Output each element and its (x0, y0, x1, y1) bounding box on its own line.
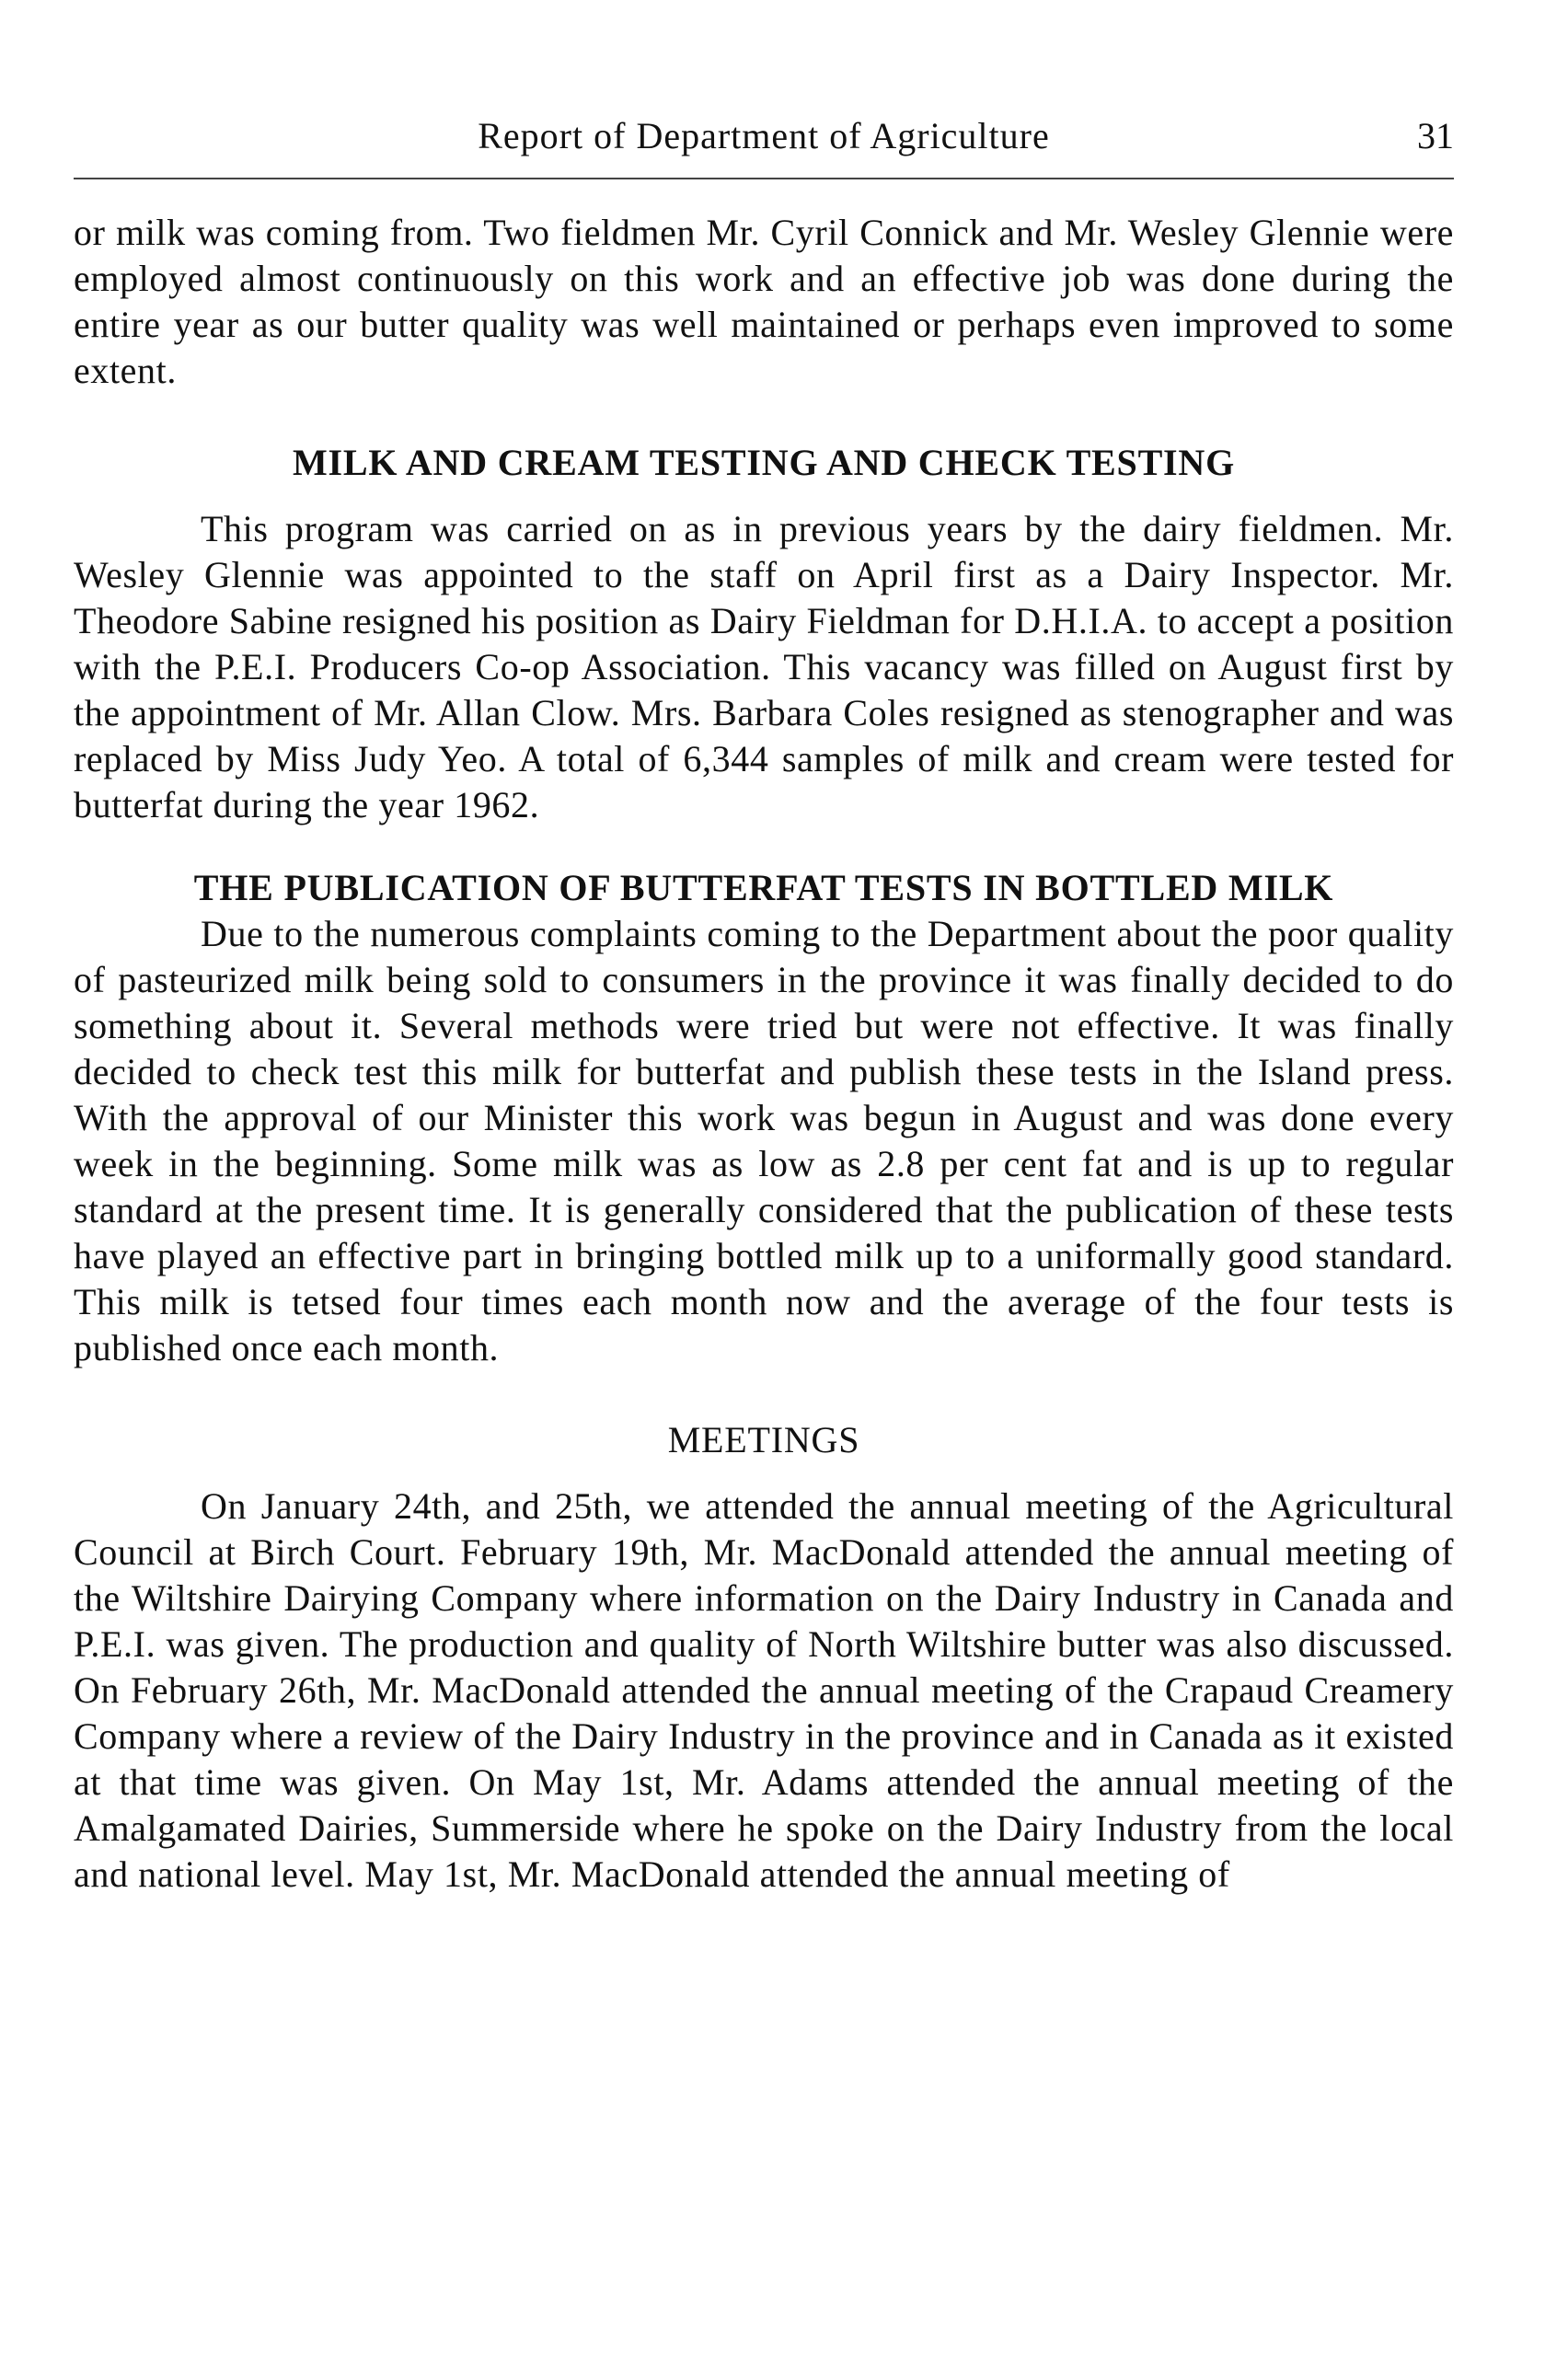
spacer (74, 1463, 1454, 1483)
milk-cream-testing-paragraph: This program was carried on as in previous years by the dairy fieldmen. Mr. Wesley Glennie was appointed to the staff on April first as a Dairy Inspector. Mr. Theodore Sabine resigned his position as Dairy Fieldman for D.H.I.A. to accept a position with the P.E.I. Producers Co-op Association. This vacancy was filled on August first by the appointment of Mr. Allan Clow. Mrs. Barbara Coles resigned as stenographer and was replaced by Miss Judy Yeo. A total of 6,344 samples of milk and cream were tested for butterfat during the year 1962. (74, 508, 1454, 825)
spacer (74, 394, 1454, 440)
page-number: 31 (1417, 115, 1454, 156)
spacer (74, 1371, 1454, 1417)
header-rule (74, 178, 1454, 179)
section-heading-butterfat-publication: THE PUBLICATION OF BUTTERFAT TESTS IN BOTTLED MILK (193, 867, 1334, 908)
running-header (74, 109, 1454, 164)
butterfat-publication-paragraph: Due to the numerous complaints coming to the Department about the poor quality of pasteurized milk being sold to consumers in the province it was finally decided to do something about it. Several methods were tried but were not effective. It was finally decided to check test this milk for butterfat and publish these tests in the Island press. With the approval of our Minister this work was begun in August and was done every week in the beginning. Some milk was as low as 2.8 per cent fat and is up to regular standard at the present time. It is generally considered that the publication of these tests have played an effective part in bringing bottled milk up to a uniformally good standard. This milk is tetsed four times each month now and the average of the four tests is published once each month. (74, 913, 1454, 1368)
meetings-paragraph: On January 24th, and 25th, we attended the annual meeting of the Agricultural Council at Birch Court. February 19th, Mr. MacDonald attended the annual meeting of the Wiltshire Dairying Company where information on the Dairy Industry in Canada and P.E.I. was given. The production and quality of North Wiltshire butter was also discussed. On February 26th, Mr. MacDonald attended the annual meeting of the Crapaud Creamery Company where a review of the Dairy Industry in the province and in Canada as it existed at that time was given. On May 1st, Mr. Adams attended the annual meeting of the Amalgamated Dairies, Summerside where he spoke on the Dairy Industry from the local and national level. May 1st, Mr. MacDonald attended the annual meeting of (74, 1485, 1454, 1895)
body-text (74, 210, 1454, 1898)
spacer (74, 486, 1454, 506)
section-heading-milk-cream-testing: MILK AND CREAM TESTING AND CHECK TESTING (292, 442, 1236, 483)
spacer (74, 828, 1454, 865)
intro-paragraph: or milk was coming from. Two fieldmen Mr. Cyril Connick and Mr. Wesley Glennie were employed almost continuously on this work and an effective job was done during the entire year as our butter quality was well maintained or perhaps even improved to some extent. (74, 212, 1454, 391)
running-title: Report of Department of Agriculture (478, 115, 1050, 156)
section-heading-meetings: MEETINGS (667, 1419, 860, 1460)
